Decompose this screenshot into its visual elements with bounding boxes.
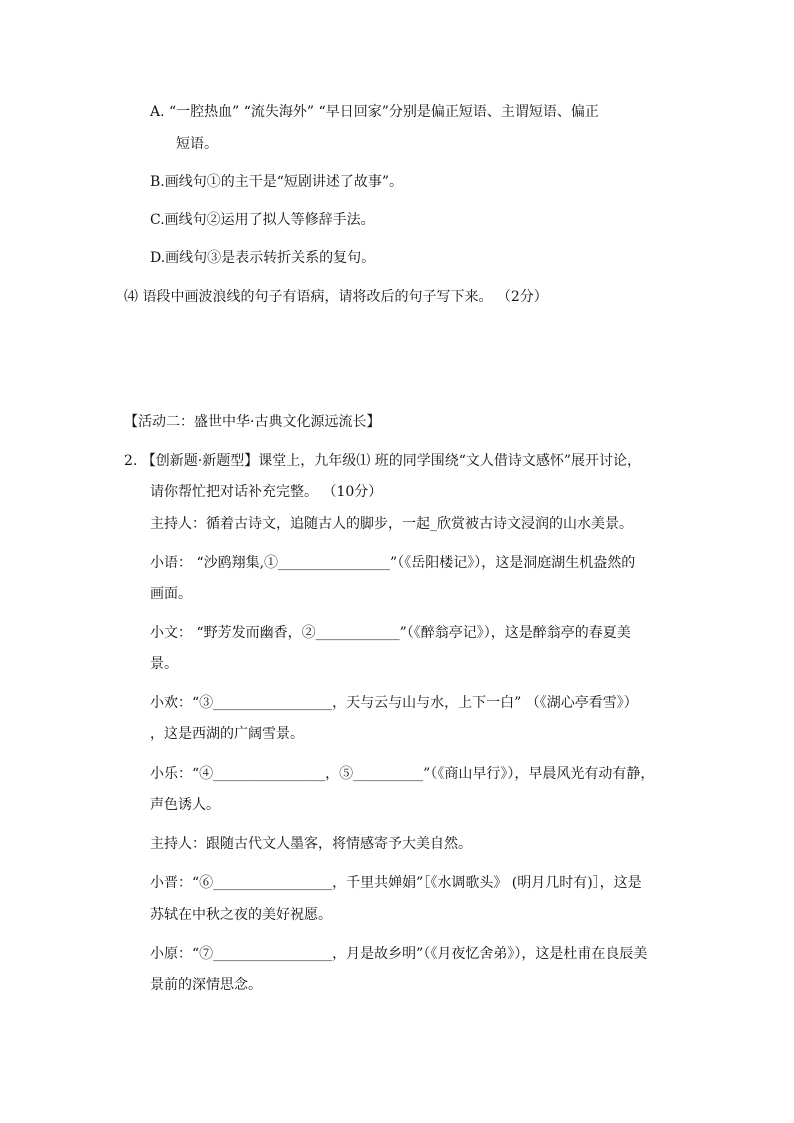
activity-2-title: 【活动二：盛世中华·古典文化源远流长】 <box>124 414 381 430</box>
option-d: D.画线句③是表示转折关系的复句。 <box>150 250 376 266</box>
xiaojin-line-2: 苏轼在中秋之夜的美好祝愿。 <box>150 907 332 923</box>
host-line-2: 主持人：跟随古代文人墨客，将情感寄予大美自然。 <box>150 836 472 852</box>
option-a-line2: 短语。 <box>176 136 218 152</box>
xiaowen-line-1: 小文： “野芳发而幽香，②____________”（《醉翁亭记》），这是醉翁亭的春夏美 <box>150 625 631 641</box>
xiaowen-line-2: 景。 <box>150 656 178 672</box>
xiaoyuan-line-2: 景前的深情思念。 <box>150 977 262 993</box>
xiaojin-line-1: 小晋：“⑥_________________，千里共婵娟”［《水调歌头》 (明月几时有)］，这是 <box>150 875 642 891</box>
host-line-1: 主持人：循着古诗文，追随古人的脚步，一起_欣赏被古诗文浸润的山水美景。 <box>150 516 633 532</box>
xiaoyu-line-2: 画面。 <box>150 586 192 602</box>
option-b: B.画线句①的主干是“短剧讲述了故事”。 <box>150 174 404 190</box>
xiaohuan-line-1: 小欢：“③_________________，天与云与山与水，上下一白” （《湖心亭看雪》） <box>150 695 638 711</box>
xiaole-line-1: 小乐：“④________________，⑤__________”（《商山早行》），早晨风光有动有静， <box>150 766 655 782</box>
option-c: C.画线句②运用了拟人等修辞手法。 <box>150 212 375 228</box>
question-2-line2: 请你帮忙把对话补充完整。 （10分） <box>150 484 383 500</box>
xiaoyuan-line-1: 小原：“⑦_________________，月是故乡明”（《月夜忆舍弟》），这是杜甫在良辰美 <box>150 946 648 962</box>
option-a-line1: A. “一腔热血” “流失海外” “早日回家”分别是偏正短语、主谓短语、偏正 <box>150 104 599 120</box>
xiaoyu-line-1: 小语： “沙鸥翔集,①________________”（《岳阳楼记》），这是洞庭湖生机盎然的 <box>150 555 636 571</box>
question-4: ⑷ 语段中画波浪线的句子有语病，请将改后的句子写下来。 （2分） <box>124 289 548 305</box>
xiaohuan-line-2: ，这是西湖的广阔雪景。 <box>150 726 304 742</box>
question-2-line1: 2. 【创新题·新题型】课堂上，九年级⑴ 班的同学围绕“文人借诗文感怀”展开讨论， <box>124 453 642 469</box>
xiaole-line-2: 声色诱人。 <box>150 797 220 813</box>
